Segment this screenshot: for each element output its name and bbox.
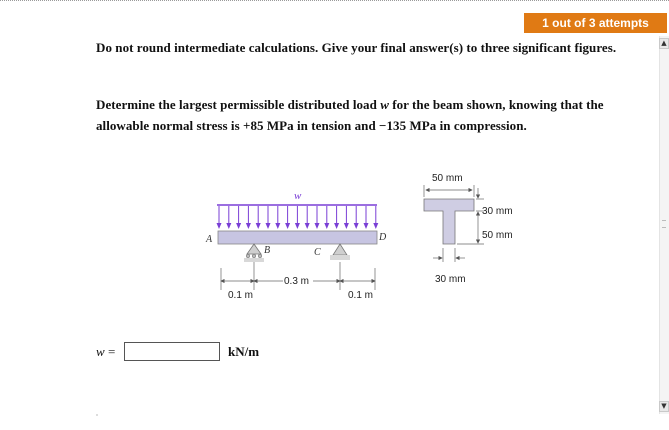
load-arrow-head xyxy=(246,223,251,229)
load-arrow-head xyxy=(344,223,349,229)
decorative-dot xyxy=(96,414,98,416)
label-c: C xyxy=(314,247,321,258)
label-a: A xyxy=(206,234,213,245)
answer-unit: kN/m xyxy=(228,344,260,359)
label-d: D xyxy=(379,232,387,243)
dim-flange-thickness: 30 mm xyxy=(482,206,513,217)
answer-equals: = xyxy=(108,344,116,359)
load-arrow-head xyxy=(217,223,222,229)
dim-web-width: 30 mm xyxy=(435,274,466,285)
load-arrow-head xyxy=(236,223,241,229)
dim-left: 0.1 m xyxy=(228,290,254,301)
load-arrow-head xyxy=(226,223,231,229)
load-arrow-head xyxy=(305,223,310,229)
load-arrow-head xyxy=(295,223,300,229)
attempts-badge: 1 out of 3 attempts xyxy=(524,13,667,33)
scroll-down-icon[interactable]: ▼ xyxy=(659,401,669,412)
load-arrow-head xyxy=(275,223,280,229)
question-text: Determine the largest permissible distributed load w for the beam shown, knowing that the allowable normal stress is +85 MPa in tension and −135 MPa in compression. xyxy=(96,97,604,133)
answer-variable: w xyxy=(96,344,105,359)
load-arrow-head xyxy=(373,223,378,229)
load-arrow-head xyxy=(324,223,329,229)
instruction-text: Do not round intermediate calculations. Give your final answer(s) to three significant figures. xyxy=(96,40,617,55)
scroll-up-icon[interactable]: ▲ xyxy=(659,38,669,49)
label-b: B xyxy=(264,245,271,256)
load-arrow-head xyxy=(315,223,320,229)
load-arrow-head xyxy=(354,223,359,229)
load-arrow-head xyxy=(334,223,339,229)
load-arrow-head xyxy=(266,223,271,229)
distributed-load xyxy=(217,205,379,229)
t-cross-section xyxy=(424,185,484,262)
scrollbar-grip-icon[interactable] xyxy=(662,220,666,228)
support-c xyxy=(330,244,350,260)
dim-mid: 0.3 m xyxy=(284,276,310,287)
load-label: w xyxy=(294,190,302,202)
load-arrow-head xyxy=(256,223,261,229)
dim-flange-width: 50 mm xyxy=(432,173,463,184)
support-b xyxy=(244,244,264,262)
dim-right: 0.1 m xyxy=(348,290,374,301)
answer-input[interactable] xyxy=(124,342,220,361)
load-arrow-head xyxy=(285,223,290,229)
dim-web-height: 50 mm xyxy=(482,230,513,241)
beam xyxy=(218,231,377,244)
load-arrows xyxy=(217,206,379,229)
load-arrow-head xyxy=(364,223,369,229)
